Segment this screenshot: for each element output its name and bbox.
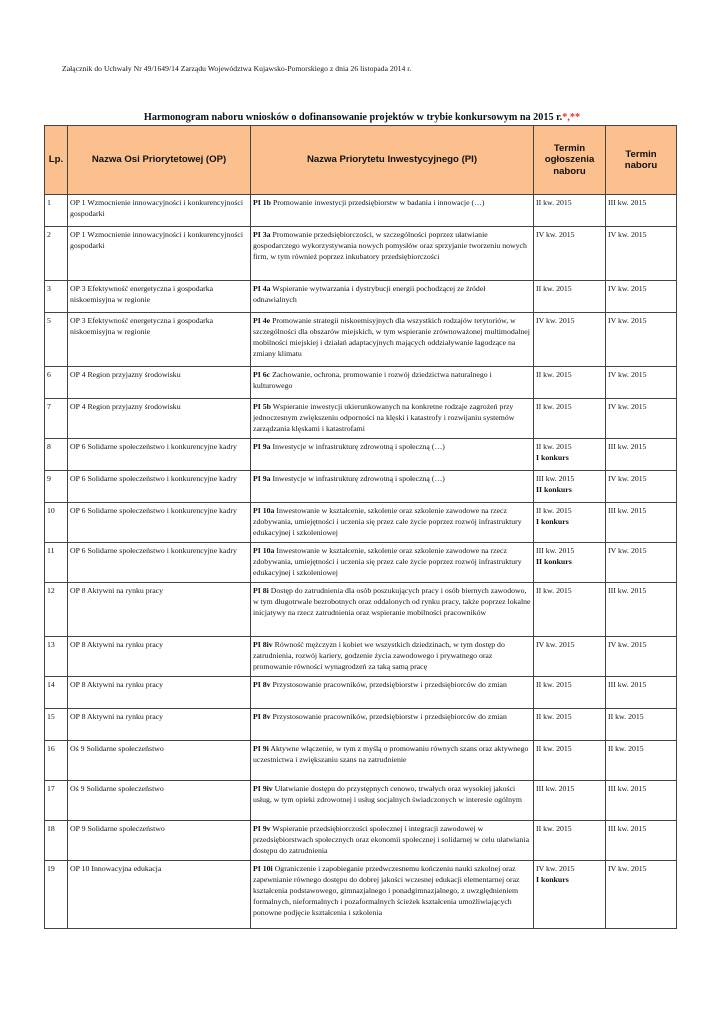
announce-value: II kw. 2015	[536, 586, 572, 595]
cell-nabor: IV kw. 2015	[606, 861, 677, 929]
pi-text: Inwestowanie w kształcenie, szkolenie oraz szkolenie zawodowe na rzecz zdobywania, umiejętności i uczenia się przez całe życie poprzez rozwój infrastruktury edukacyjnej i szkoleniowej	[253, 506, 522, 537]
pi-text: Promowanie przedsiębiorczości, w szczególności poprzez ułatwianie gospodarczego wykorzystywania nowych pomysłów oraz sprzyjanie tworzeniu nowych firm, w tym również poprzez inkubatory przedsiębiorczości	[253, 230, 527, 261]
pi-text: Wspieranie inwestycji ukierunkowanych na konkretne rodzaje zagrożeń przy jednoczesnym zwiększeniu odporności na klęski i katastrofy i rozwijaniu systemów zarządzania klęskami i katastrofami	[253, 402, 515, 433]
cell-announce	[534, 313, 606, 367]
cell-op: OP 4 Region przyjazny środowisku	[68, 399, 251, 439]
cell-pi	[251, 195, 534, 227]
cell-op: Oś 9 Solidarne społeczeństwo	[68, 741, 251, 781]
cell-pi	[251, 677, 534, 709]
pi-code: PI 8iv	[253, 640, 273, 649]
cell-nabor: IV kw. 2015	[606, 471, 677, 503]
cell-nabor: IV kw. 2015	[606, 227, 677, 281]
pi-code: PI 10a	[253, 506, 275, 515]
cell-announce	[534, 741, 606, 781]
pi-text: Przystosowanie pracowników, przedsiębiorstw i przedsiębiorców do zmian	[272, 712, 507, 721]
announce-value: II kw. 2015	[536, 284, 572, 293]
announce-value: III kw. 2015	[536, 474, 575, 483]
cell-nabor: III kw. 2015	[606, 439, 677, 471]
pi-code: PI 8v	[253, 680, 271, 689]
announce-value: III kw. 2015	[536, 546, 575, 555]
konkurs-label: II konkurs	[536, 557, 572, 566]
title-text: Harmonogram naboru wniosków o dofinansowanie projektów w trybie konkursowym na 2015 r.	[143, 112, 563, 123]
col-header-nabor: Termin naboru	[606, 126, 677, 195]
cell-announce	[534, 781, 606, 821]
pi-text: Aktywne włączenie, w tym z myślą o promowaniu równych szans oraz aktywnego uczestnictwa i zwiększaniu szans na zatrudnienie	[253, 744, 529, 764]
cell-pi	[251, 861, 534, 929]
pi-code: PI 3a	[253, 230, 271, 239]
pi-text: Promowanie inwestycji przedsiębiorstw w badania i innowacje (…)	[272, 198, 485, 207]
table-body	[45, 195, 677, 929]
cell-announce	[534, 281, 606, 313]
cell-lp: 3	[45, 281, 68, 313]
cell-nabor: III kw. 2015	[606, 195, 677, 227]
cell-lp: 11	[45, 543, 68, 583]
table-row	[45, 281, 677, 313]
cell-nabor: IV kw. 2015	[606, 399, 677, 439]
table-row	[45, 439, 677, 471]
table-row	[45, 709, 677, 741]
konkurs-label: I konkurs	[536, 517, 569, 526]
pi-text: Wspieranie przedsiębiorczości społecznej i integracji zawodowej w przedsiębiorstwach społecznych oraz ekonomii społecznej i solidarnej w celu ułatwiania dostępu do zatrudnienia	[253, 824, 530, 855]
announce-value: IV kw. 2015	[536, 864, 575, 873]
cell-announce	[534, 471, 606, 503]
announce-value: II kw. 2015	[536, 402, 572, 411]
table-row	[45, 677, 677, 709]
table-row	[45, 313, 677, 367]
pi-text: Zachowanie, ochrona, promowanie i rozwój dziedzictwa naturalnego i kulturowego	[253, 370, 492, 390]
pi-code: PI 10a	[253, 546, 275, 555]
cell-op: OP 10 Innowacyjna edukacja	[68, 861, 251, 929]
cell-lp: 10	[45, 503, 68, 543]
cell-pi	[251, 741, 534, 781]
cell-announce	[534, 503, 606, 543]
pi-text: Inwestowanie w kształcenie, szkolenie oraz szkolenie zawodowe na rzecz zdobywania, umiejętności i uczenia się przez całe życie poprzez rozwój infrastruktury edukacyjnej i szkoleniowej	[253, 546, 522, 577]
table-row	[45, 821, 677, 861]
konkurs-label: II konkurs	[536, 485, 572, 494]
cell-announce	[534, 821, 606, 861]
table-row	[45, 543, 677, 583]
cell-pi	[251, 313, 534, 367]
cell-pi	[251, 281, 534, 313]
cell-lp: 7	[45, 399, 68, 439]
pi-code: PI 9a	[253, 442, 271, 451]
cell-lp: 19	[45, 861, 68, 929]
header-note: Załącznik do Uchwały Nr 49/1649/14 Zarządu Województwa Kujawsko-Pomorskiego z dnia 26 listopada 2014 r.	[62, 64, 412, 73]
announce-value: II kw. 2015	[536, 370, 572, 379]
announce-value: III kw. 2015	[536, 784, 575, 793]
announce-value: IV kw. 2015	[536, 640, 575, 649]
cell-pi	[251, 583, 534, 637]
cell-announce	[534, 439, 606, 471]
announce-value: II kw. 2015	[536, 680, 572, 689]
pi-text: Inwestycje w infrastrukturę zdrowotną i społeczną (…)	[272, 442, 445, 451]
pi-text: Przystosowanie pracowników, przedsiębiorstw i przedsiębiorców do zmian	[272, 680, 507, 689]
cell-pi	[251, 367, 534, 399]
cell-lp: 6	[45, 367, 68, 399]
pi-code: PI 8i	[253, 586, 269, 595]
cell-nabor: IV kw. 2015	[606, 637, 677, 677]
pi-code: PI 1b	[253, 198, 271, 207]
cell-nabor: III kw. 2015	[606, 781, 677, 821]
announce-value: II kw. 2015	[536, 744, 572, 753]
announce-value: II kw. 2015	[536, 506, 572, 515]
cell-nabor: III kw. 2015	[606, 583, 677, 637]
pi-text: Ułatwianie dostępu do przystępnych cenowo, trwałych oraz wysokiej jakości usług, w tym opieki zdrowotnej i usług socjalnych świadczonych w interesie ogólnym	[253, 784, 522, 804]
cell-op: OP 8 Aktywni na rynku pracy	[68, 709, 251, 741]
table-header-row	[45, 126, 677, 195]
cell-pi	[251, 543, 534, 583]
pi-code: PI 9iv	[253, 784, 273, 793]
cell-announce	[534, 677, 606, 709]
cell-nabor: IV kw. 2015	[606, 281, 677, 313]
cell-nabor: IV kw. 2015	[606, 367, 677, 399]
col-header-lp: Lp.	[45, 126, 68, 195]
pi-code: PI 4a	[253, 284, 271, 293]
cell-op: OP 8 Aktywni na rynku pracy	[68, 637, 251, 677]
cell-nabor: IV kw. 2015	[606, 543, 677, 583]
cell-lp: 8	[45, 439, 68, 471]
cell-pi	[251, 503, 534, 543]
pi-text: Wspieranie wytwarzania i dystrybucji energii pochodzącej ze źródeł odnawialnych	[253, 284, 486, 304]
pi-text: Ograniczenie i zapobieganie przedwczesnemu kończeniu nauki szkolnej oraz zapewnianie równego dostępu do dobrej jakości wczesnej edukacji elementarnej oraz kształcenia podstawowego, gimnazjalnego i ponadgimnazjalnego, z uwzględnieniem formalnych, nieformalnych i pozaformalnych ścieżek kształcenia umożliwiających ponowne podjęcie kształcenia i szkolenia	[253, 864, 520, 917]
cell-announce	[534, 583, 606, 637]
cell-lp: 18	[45, 821, 68, 861]
announce-value: IV kw. 2015	[536, 230, 575, 239]
cell-op: OP 6 Solidarne społeczeństwo i konkurencyjne kadry	[68, 471, 251, 503]
cell-op: OP 4 Region przyjazny środowisku	[68, 367, 251, 399]
pi-text: Inwestycje w infrastrukturę zdrowotną i społeczną (…)	[272, 474, 445, 483]
announce-value: IV kw. 2015	[536, 316, 575, 325]
pi-code: PI 8v	[253, 712, 271, 721]
cell-lp: 17	[45, 781, 68, 821]
col-header-announce: Termin ogłoszenia naboru	[534, 126, 606, 195]
cell-announce	[534, 637, 606, 677]
pi-text: Dostęp do zatrudnienia dla osób poszukujących pracy i osób biernych zawodowo, w tym długotrwale bezrobotnych oraz oddalonych od rynku pracy, także poprzez lokalne inicjatywy na rzecz zatrudnienia oraz wspieranie mobilności pracowników	[253, 586, 531, 617]
konkurs-label: I konkurs	[536, 453, 569, 462]
cell-announce	[534, 861, 606, 929]
cell-nabor: II kw. 2015	[606, 741, 677, 781]
table-row	[45, 471, 677, 503]
pi-text: Promowanie strategii niskoemisyjnych dla wszystkich rodzajów terytoriów, w szczególności dla obszarów miejskich, w tym wspieranie zrównoważonej multimodalnej mobilności miejskiej i działań adaptacyjnych mających oddziaływanie łagodzące na zmiany klimatu	[253, 316, 530, 358]
cell-pi	[251, 637, 534, 677]
cell-nabor: III kw. 2015	[606, 503, 677, 543]
cell-announce	[534, 399, 606, 439]
cell-announce	[534, 367, 606, 399]
cell-pi	[251, 709, 534, 741]
cell-nabor: III kw. 2015	[606, 821, 677, 861]
pi-code: PI 5b	[253, 402, 271, 411]
table-row	[45, 227, 677, 281]
cell-op: Oś 9 Solidarne społeczeństwo	[68, 781, 251, 821]
table-row	[45, 367, 677, 399]
table-row	[45, 741, 677, 781]
pi-text: Równość mężczyzn i kobiet we wszystkich dziedzinach, w tym dostęp do zatrudnienia, rozwój kariery, godzenie życia zawodowego i prywatnego oraz promowanie równości wynagrodzeń za taką samą pracę	[253, 640, 505, 671]
cell-announce	[534, 543, 606, 583]
table-row	[45, 861, 677, 929]
cell-op: OP 1 Wzmocnienie innowacyjności i konkurencyjności gospodarki	[68, 195, 251, 227]
pi-code: PI 9v	[253, 824, 271, 833]
cell-pi	[251, 821, 534, 861]
pi-code: PI 9a	[253, 474, 271, 483]
pi-code: PI 4e	[253, 316, 271, 325]
cell-op: OP 6 Solidarne społeczeństwo i konkurencyjne kadry	[68, 439, 251, 471]
cell-nabor: IV kw. 2015	[606, 313, 677, 367]
cell-pi	[251, 439, 534, 471]
cell-op: OP 3 Efektywność energetyczna i gospodarka niskoemisyjna w regionie	[68, 281, 251, 313]
col-header-pi: Nazwa Priorytetu Inwestycyjnego (PI)	[251, 126, 534, 195]
cell-lp: 5	[45, 313, 68, 367]
table-row	[45, 781, 677, 821]
cell-lp: 15	[45, 709, 68, 741]
cell-lp: 9	[45, 471, 68, 503]
cell-announce	[534, 709, 606, 741]
cell-op: OP 8 Aktywni na rynku pracy	[68, 583, 251, 637]
cell-lp: 12	[45, 583, 68, 637]
table-row	[45, 583, 677, 637]
cell-pi	[251, 227, 534, 281]
schedule-table	[44, 125, 677, 929]
cell-op: OP 6 Solidarne społeczeństwo i konkurencyjne kadry	[68, 543, 251, 583]
pi-code: PI 10i	[253, 864, 273, 873]
cell-pi	[251, 399, 534, 439]
announce-value: II kw. 2015	[536, 442, 572, 451]
cell-lp: 14	[45, 677, 68, 709]
cell-lp: 1	[45, 195, 68, 227]
announce-value: II kw. 2015	[536, 824, 572, 833]
title-asterisks: *,**	[562, 112, 581, 123]
table-row	[45, 503, 677, 543]
cell-op: OP 9 Solidarne społeczeństwo	[68, 821, 251, 861]
announce-value: II kw. 2015	[536, 198, 572, 207]
cell-nabor: II kw. 2015	[606, 709, 677, 741]
cell-op: OP 8 Aktywni na rynku pracy	[68, 677, 251, 709]
table-row	[45, 195, 677, 227]
cell-announce	[534, 227, 606, 281]
table-row	[45, 399, 677, 439]
cell-lp: 13	[45, 637, 68, 677]
cell-pi	[251, 471, 534, 503]
cell-op: OP 3 Efektywność energetyczna i gospodarka niskoemisyjna w regionie	[68, 313, 251, 367]
col-header-op: Nazwa Osi Priorytetowej (OP)	[68, 126, 251, 195]
announce-value: II kw. 2015	[536, 712, 572, 721]
cell-announce	[534, 195, 606, 227]
pi-code: PI 9i	[253, 744, 269, 753]
cell-lp: 2	[45, 227, 68, 281]
pi-code: PI 6c	[253, 370, 271, 379]
cell-pi	[251, 781, 534, 821]
cell-op: OP 1 Wzmocnienie innowacyjności i konkurencyjności gospodarki	[68, 227, 251, 281]
konkurs-label: I konkurs	[536, 875, 569, 884]
cell-nabor: III kw. 2015	[606, 677, 677, 709]
cell-lp: 16	[45, 741, 68, 781]
document-title	[0, 112, 724, 123]
table-row	[45, 637, 677, 677]
cell-op: OP 6 Solidarne społeczeństwo i konkurencyjne kadry	[68, 503, 251, 543]
